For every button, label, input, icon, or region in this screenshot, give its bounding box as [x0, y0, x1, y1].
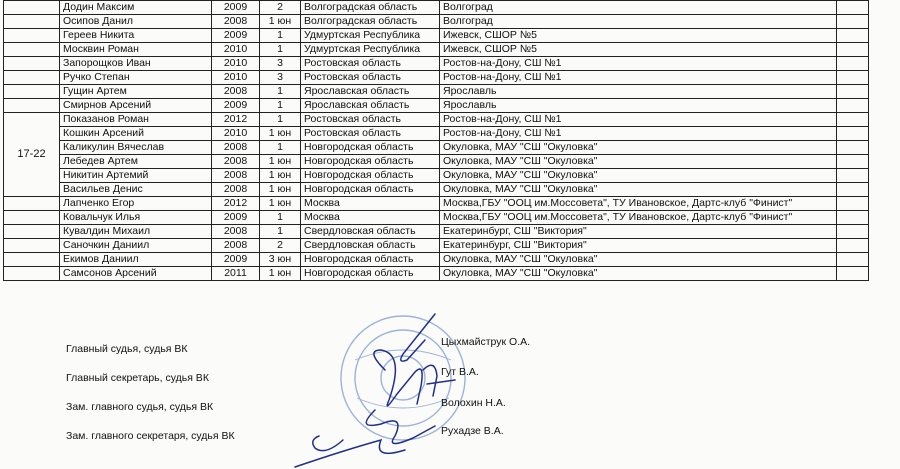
region-cell: Волгоградская область — [301, 1, 440, 15]
sport-rank-cell: 1 юн — [260, 267, 301, 281]
table-row — [4, 57, 869, 71]
sport-rank-cell: 1 — [260, 113, 301, 127]
club-cell: Окуловка, МАУ "СШ "Окуловка" — [440, 169, 837, 183]
table-row — [4, 197, 869, 211]
birth-year-cell: 2009 — [212, 29, 260, 43]
athlete-name-cell: Осипов Данил — [60, 15, 212, 29]
note-cell — [837, 197, 869, 211]
sport-rank-cell: 1 юн — [260, 197, 301, 211]
table-row — [4, 127, 869, 141]
sport-rank-cell: 2 — [260, 239, 301, 253]
place-cell — [4, 225, 60, 239]
region-cell: Волгоградская область — [301, 15, 440, 29]
athlete-name-cell: Екимов Даниил — [60, 253, 212, 267]
birth-year-cell: 2009 — [212, 211, 260, 225]
athlete-name-cell: Ковальчук Илья — [60, 211, 212, 225]
place-cell — [4, 1, 60, 15]
place-cell — [4, 85, 60, 99]
club-cell: Окуловка, МАУ "СШ "Окуловка" — [440, 155, 837, 169]
sport-rank-cell: 1 — [260, 29, 301, 43]
table-row — [4, 99, 869, 113]
region-cell: Удмуртская Республика — [301, 29, 440, 43]
region-cell: Новгородская область — [301, 253, 440, 267]
club-cell: Окуловка, МАУ "СШ "Окуловка" — [440, 141, 837, 155]
athlete-name-cell: Показанов Роман — [60, 113, 212, 127]
note-cell — [837, 43, 869, 57]
athlete-name-cell: Смирнов Арсений — [60, 99, 212, 113]
name-deputy-chief-judge: Волохин Н.А. — [441, 397, 506, 409]
region-cell: Москва — [301, 197, 440, 211]
sport-rank-cell: 1 — [260, 141, 301, 155]
table-row — [4, 29, 869, 43]
name-chief-secretary: Гут В.А. — [441, 366, 479, 378]
birth-year-cell: 2008 — [212, 155, 260, 169]
place-cell — [4, 239, 60, 253]
region-cell: Москва — [301, 211, 440, 225]
stamp-and-signatures — [285, 310, 525, 469]
sport-rank-cell: 3 юн — [260, 253, 301, 267]
region-cell: Ярославская область — [301, 99, 440, 113]
birth-year-cell: 2010 — [212, 57, 260, 71]
role-chief-secretary: Главный секретарь, судья ВК — [66, 372, 209, 384]
club-cell: Екатеринбург, СШ "Виктория" — [440, 225, 837, 239]
club-cell: Ростов-на-Дону, СШ №1 — [440, 127, 837, 141]
club-cell: Ярославль — [440, 99, 837, 113]
birth-year-cell: 2008 — [212, 183, 260, 197]
note-cell — [837, 225, 869, 239]
club-cell: Москва,ГБУ "ООЦ им.Моссовета", ТУ Ивановское, Дартс-клуб "Финист" — [440, 211, 837, 225]
handwritten-signatures — [295, 314, 455, 467]
region-cell: Новгородская область — [301, 141, 440, 155]
region-cell: Новгородская область — [301, 183, 440, 197]
athlete-name-cell: Додин Максим — [60, 1, 212, 15]
athlete-name-cell: Москвин Роман — [60, 43, 212, 57]
sport-rank-cell: 1 — [260, 211, 301, 225]
club-cell: Ярославль — [440, 85, 837, 99]
note-cell — [837, 15, 869, 29]
birth-year-cell: 2012 — [212, 197, 260, 211]
region-cell: Новгородская область — [301, 267, 440, 281]
region-cell: Ростовская область — [301, 113, 440, 127]
place-cell — [4, 211, 60, 225]
birth-year-cell: 2008 — [212, 239, 260, 253]
note-cell — [837, 85, 869, 99]
sport-rank-cell: 1 юн — [260, 155, 301, 169]
birth-year-cell: 2012 — [212, 113, 260, 127]
club-cell: Волгоград — [440, 1, 837, 15]
athlete-name-cell: Кошкин Арсений — [60, 127, 212, 141]
sport-rank-cell: 1 юн — [260, 183, 301, 197]
note-cell — [837, 57, 869, 71]
region-cell: Ростовская область — [301, 127, 440, 141]
role-chief-judge: Главный судья, судья ВК — [66, 343, 188, 355]
region-cell: Ярославская область — [301, 85, 440, 99]
note-cell — [837, 267, 869, 281]
club-cell: Ростов-на-Дону, СШ №1 — [440, 57, 837, 71]
sport-rank-cell: 1 — [260, 225, 301, 239]
athlete-name-cell: Гущин Артем — [60, 85, 212, 99]
table-row — [4, 169, 869, 183]
region-cell: Удмуртская Республика — [301, 43, 440, 57]
athlete-name-cell: Лебедев Артем — [60, 155, 212, 169]
region-cell: Ростовская область — [301, 71, 440, 85]
table-row — [4, 43, 869, 57]
club-cell: Ростов-на-Дону, СШ №1 — [440, 71, 837, 85]
region-cell: Свердловская область — [301, 225, 440, 239]
sport-rank-cell: 3 — [260, 57, 301, 71]
birth-year-cell: 2008 — [212, 15, 260, 29]
table-row — [4, 71, 869, 85]
table-row — [4, 155, 869, 169]
sport-rank-cell: 1 юн — [260, 127, 301, 141]
note-cell — [837, 183, 869, 197]
place-cell — [4, 43, 60, 57]
club-cell: Ростов-на-Дону, СШ №1 — [440, 113, 837, 127]
birth-year-cell: 2008 — [212, 169, 260, 183]
table-row — [4, 85, 869, 99]
sport-rank-cell: 1 — [260, 85, 301, 99]
club-cell: Екатеринбург, СШ "Виктория" — [440, 239, 837, 253]
athlete-name-cell: Кувалдин Михаил — [60, 225, 212, 239]
table-row — [4, 15, 869, 29]
table-row — [4, 113, 869, 127]
results-table-body — [4, 1, 869, 281]
place-cell — [4, 15, 60, 29]
sport-rank-cell: 1 юн — [260, 169, 301, 183]
athlete-name-cell: Лапченко Егор — [60, 197, 212, 211]
note-cell — [837, 239, 869, 253]
note-cell — [837, 1, 869, 15]
role-deputy-chief-secretary: Зам. главного секретаря, судья ВК — [66, 430, 235, 442]
athlete-name-cell: Каликулин Вячеслав — [60, 141, 212, 155]
note-cell — [837, 141, 869, 155]
table-row — [4, 1, 869, 15]
club-cell: Ижевск, СШОР №5 — [440, 29, 837, 43]
role-deputy-chief-judge: Зам. главного судья, судья ВК — [66, 401, 214, 413]
sport-rank-cell: 2 — [260, 1, 301, 15]
place-cell — [4, 57, 60, 71]
birth-year-cell: 2011 — [212, 267, 260, 281]
region-cell: Свердловская область — [301, 239, 440, 253]
note-cell — [837, 253, 869, 267]
club-cell: Окуловка, МАУ "СШ "Окуловка" — [440, 253, 837, 267]
place-cell: 17-22 — [4, 113, 60, 197]
note-cell — [837, 211, 869, 225]
club-cell: Окуловка, МАУ "СШ "Окуловка" — [440, 267, 837, 281]
athlete-name-cell: Гереев Никита — [60, 29, 212, 43]
place-cell — [4, 197, 60, 211]
place-cell — [4, 29, 60, 43]
birth-year-cell: 2009 — [212, 253, 260, 267]
place-cell — [4, 99, 60, 113]
note-cell — [837, 71, 869, 85]
table-row — [4, 183, 869, 197]
place-cell — [4, 71, 60, 85]
birth-year-cell: 2008 — [212, 225, 260, 239]
club-cell: Москва,ГБУ "ООЦ им.Моссовета", ТУ Ивановское, Дартс-клуб "Финист" — [440, 197, 837, 211]
note-cell — [837, 29, 869, 43]
place-cell — [4, 267, 60, 281]
athlete-name-cell: Саночкин Даниил — [60, 239, 212, 253]
table-row — [4, 141, 869, 155]
region-cell: Новгородская область — [301, 169, 440, 183]
name-deputy-chief-secretary: Рухадзе В.А. — [441, 425, 504, 437]
note-cell — [837, 99, 869, 113]
table-row — [4, 239, 869, 253]
place-cell — [4, 253, 60, 267]
athlete-name-cell: Васильев Денис — [60, 183, 212, 197]
note-cell — [837, 127, 869, 141]
note-cell — [837, 155, 869, 169]
official-stamp — [341, 316, 465, 440]
note-cell — [837, 113, 869, 127]
birth-year-cell: 2010 — [212, 43, 260, 57]
region-cell: Ростовская область — [301, 57, 440, 71]
club-cell: Окуловка, МАУ "СШ "Окуловка" — [440, 183, 837, 197]
athlete-name-cell: Никитин Артемий — [60, 169, 212, 183]
region-cell: Новгородская область — [301, 155, 440, 169]
birth-year-cell: 2010 — [212, 71, 260, 85]
results-table — [3, 0, 869, 281]
sport-rank-cell: 1 юн — [260, 15, 301, 29]
table-row — [4, 267, 869, 281]
birth-year-cell: 2009 — [212, 1, 260, 15]
name-chief-judge: Цыхмайструк О.А. — [441, 336, 531, 348]
sport-rank-cell: 3 — [260, 71, 301, 85]
athlete-name-cell: Запорощков Иван — [60, 57, 212, 71]
table-row — [4, 225, 869, 239]
table-row — [4, 253, 869, 267]
sport-rank-cell: 1 — [260, 43, 301, 57]
table-row — [4, 211, 869, 225]
note-cell — [837, 169, 869, 183]
birth-year-cell: 2008 — [212, 85, 260, 99]
club-cell: Ижевск, СШОР №5 — [440, 43, 837, 57]
athlete-name-cell: Ручко Степан — [60, 71, 212, 85]
sport-rank-cell: 1 — [260, 99, 301, 113]
birth-year-cell: 2010 — [212, 127, 260, 141]
club-cell: Волгоград — [440, 15, 837, 29]
athlete-name-cell: Самсонов Арсений — [60, 267, 212, 281]
birth-year-cell: 2009 — [212, 99, 260, 113]
birth-year-cell: 2008 — [212, 141, 260, 155]
